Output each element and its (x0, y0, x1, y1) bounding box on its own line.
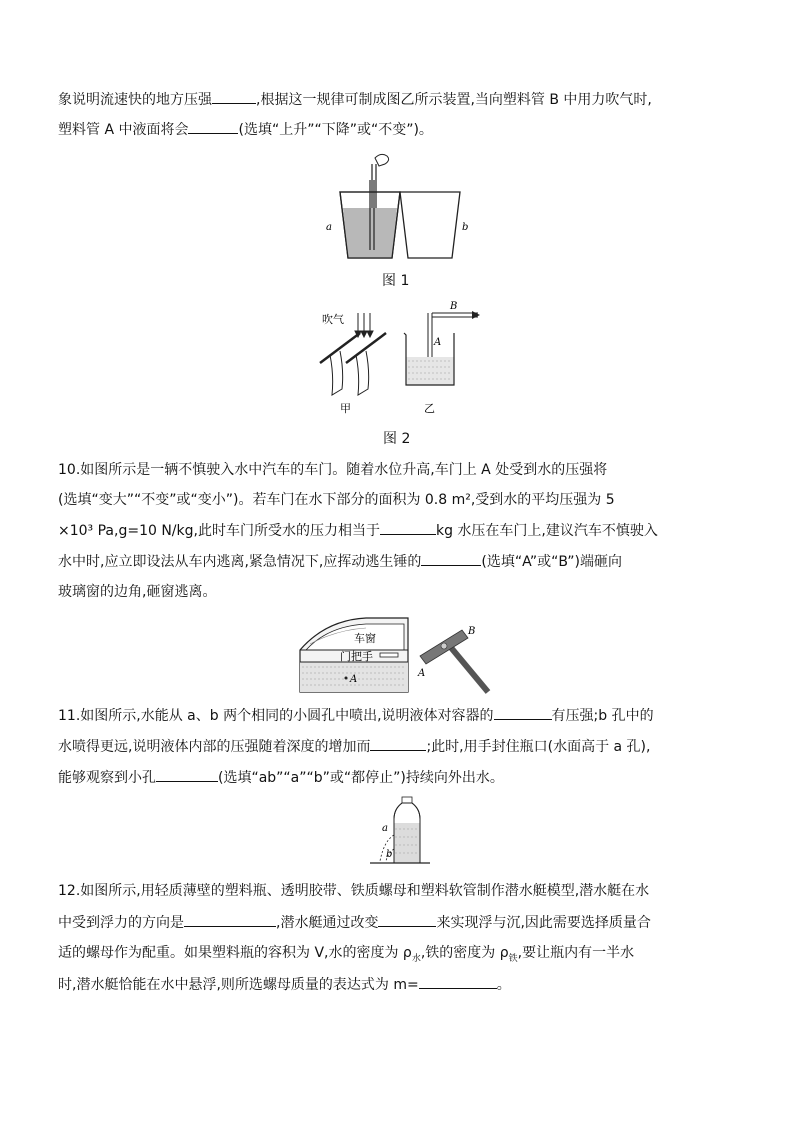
answer-blank[interactable] (378, 912, 436, 927)
yi-label: 乙 (424, 402, 435, 415)
text: kg 水压在车门上,建议汽车不慎驶入 (435, 523, 658, 539)
figure-car-door (296, 612, 496, 696)
text: 有压强;b 孔中的 (551, 708, 654, 724)
q12-line-3 (58, 943, 634, 969)
q10-line-2 (58, 490, 615, 510)
answer-blank[interactable] (212, 89, 256, 104)
figure-2-caption: 图 2 (383, 431, 411, 447)
answer-blank[interactable] (188, 119, 238, 134)
q12-line-2 (58, 912, 651, 933)
q12-line-4 (58, 974, 511, 995)
text: 象说明流速快的地方压强 (58, 92, 212, 108)
text: 能够观察到小孔 (58, 770, 156, 786)
hammer-A-label: A (418, 668, 426, 679)
hole-b-label: b (386, 849, 393, 860)
label-A: A (434, 337, 442, 348)
text: 中受到浮力的方向是 (58, 915, 184, 931)
q11-line-1 (58, 705, 654, 726)
q12-line-1 (58, 881, 649, 901)
text: 来实现浮与沉,因此需要选择质量合 (436, 915, 651, 931)
answer-blank[interactable] (494, 705, 552, 720)
text: 10.如图所示是一辆不慎驶入水中汽车的车门。随着水位升高,车门上 A 处受到水的压强将 (58, 462, 608, 478)
subscript: 铁 (508, 953, 518, 964)
answer-blank[interactable] (421, 551, 481, 566)
answer-blank[interactable] (380, 520, 436, 535)
subscript: 水 (411, 953, 421, 964)
blow-label: 吹气 (322, 313, 344, 326)
figure-1-caption: 图 1 (382, 273, 410, 289)
answer-blank[interactable] (370, 736, 426, 751)
text: (选填“变大”“不变”或“变小”)。若车门在水下部分的面积为 0.8 m²,受到水的平均压强为 5 (58, 492, 615, 508)
answer-blank[interactable] (419, 974, 497, 989)
text: 玻璃窗的边角,砸窗逃离。 (58, 584, 217, 600)
answer-blank[interactable] (184, 912, 276, 927)
text: 适的螺母作为配重。如果塑料瓶的容积为 V,水的密度为 ρ (58, 945, 412, 961)
intro-line-1 (58, 89, 652, 110)
q10-line-3 (58, 520, 658, 541)
text: (选填“A”或“B”)端砸向 (481, 554, 622, 570)
hammer-B-label: B (468, 626, 476, 637)
handle-label: 门把手 (340, 650, 373, 663)
text: 塑料管 A 中液面将会 (58, 122, 189, 138)
q10-line-4 (58, 551, 622, 572)
window-label: 车窗 (354, 632, 376, 645)
cup-b-label: b (462, 222, 469, 233)
text: ,铁的密度为 ρ (420, 945, 509, 961)
text: 。 (496, 977, 511, 993)
text: (选填“ab”“a”“b”或“都停止”)持续向外出水。 (218, 770, 504, 786)
q10-line-5 (58, 582, 216, 602)
text: ×10³ Pa,g=10 N/kg,此时车门所受水的压力相当于 (58, 523, 380, 539)
figure-1-cups (320, 150, 480, 265)
text: 水喷得更远,说明液体内部的压强随着深度的增加而 (58, 739, 371, 755)
cup-a-label: a (326, 222, 332, 233)
text: 时,潜水艇恰能在水中悬浮,则所选螺母质量的表达式为 m= (58, 977, 419, 993)
answer-blank[interactable] (156, 767, 218, 782)
q10-line-1 (58, 460, 607, 480)
text: 12.如图所示,用轻质薄壁的塑料瓶、透明胶带、铁质螺母和塑料软管制作潜水艇模型,潜水艇在水 (58, 883, 650, 899)
figure-2-apparatus (300, 295, 500, 420)
text: ;此时,用手封住瓶口(水面高于 a 孔), (426, 739, 651, 755)
label-B: B (450, 301, 458, 312)
text: 水中时,应立即设法从车内逃离,紧急情况下,应挥动逃生锤的 (58, 554, 422, 570)
text: ,根据这一规律可制成图乙所示装置,当向塑料管 B 中用力吹气时, (256, 92, 652, 108)
figure-bottle (360, 795, 440, 867)
intro-line-2 (58, 119, 433, 140)
text: 11.如图所示,水能从 a、b 两个相同的小圆孔中喷出,说明液体对容器的 (58, 708, 494, 724)
jia-label: 甲 (340, 402, 351, 415)
text: ,要让瓶内有一半水 (517, 945, 635, 961)
text: ,潜水艇通过改变 (276, 915, 379, 931)
q11-line-2 (58, 736, 650, 757)
hole-a-label: a (382, 823, 388, 834)
q11-line-3 (58, 767, 504, 788)
text: (选填“上升”“下降”或“不变”)。 (238, 122, 433, 138)
point-A-label: A (350, 674, 358, 685)
